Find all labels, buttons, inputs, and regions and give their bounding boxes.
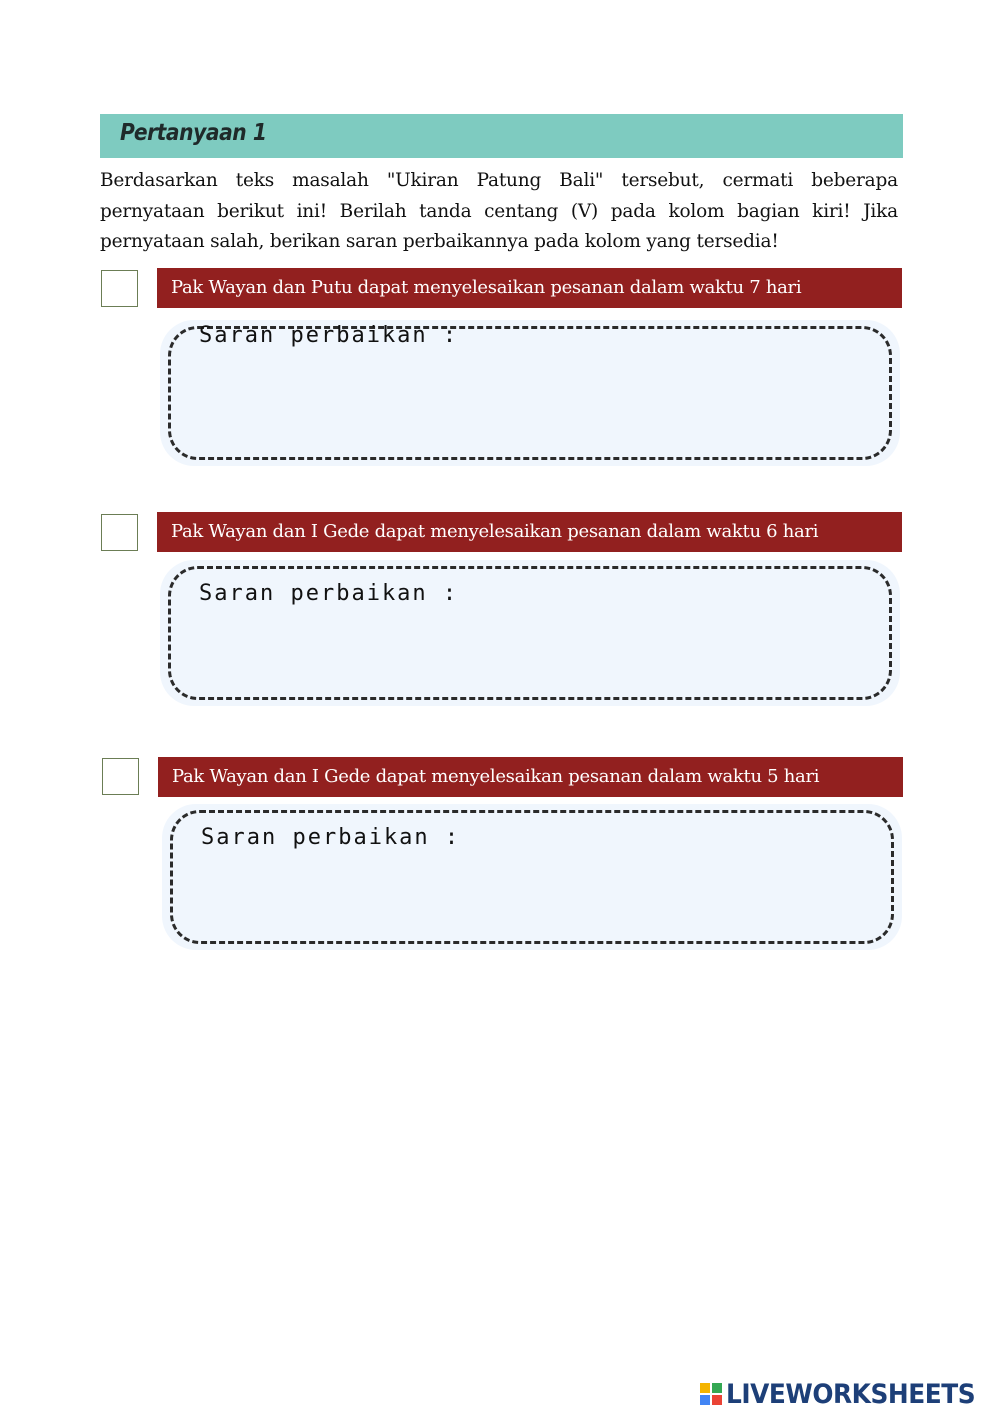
instruction-text: Berdasarkan teks masalah "Ukiran Patung Bali" tersebut, cermati beberapa pernyataan berikut ini! Berilah tanda centang (V) pada kolom bagian kiri! Jika pernyataan salah, berikan saran perbaikannya pada kolom yang tersedia!: [100, 170, 898, 252]
question-header: [100, 114, 903, 158]
answer-input-2[interactable]: [195, 611, 865, 683]
question-title: Pertanyaan 1: [120, 120, 267, 146]
statement-3: Pak Wayan dan I Gede dapat menyelesaikan pesanan dalam waktu 5 hari: [158, 757, 903, 797]
answer-box-border: [168, 323, 892, 460]
statement-1-checkbox[interactable]: [101, 270, 138, 307]
answer-input-1[interactable]: [195, 371, 865, 443]
answer-box-border: [170, 810, 894, 944]
statement-3-checkbox[interactable]: [102, 758, 139, 795]
statement-2-checkbox[interactable]: [101, 514, 138, 551]
statement-1: Pak Wayan dan Putu dapat menyelesaikan pesanan dalam waktu 7 hari: [157, 268, 902, 308]
answer-input-3[interactable]: [197, 855, 867, 927]
answer-label-3: Saran perbaikan :: [201, 825, 461, 850]
statement-2: Pak Wayan dan I Gede dapat menyelesaikan pesanan dalam waktu 6 hari: [157, 512, 902, 552]
answer-label-1: Saran perbaikan :: [199, 323, 459, 348]
liveworksheets-logo-icon: [700, 1383, 722, 1405]
answer-box-1[interactable]: [160, 320, 900, 466]
answer-box-2[interactable]: [160, 560, 900, 706]
brand-name: LIVEWORKSHEETS: [726, 1378, 976, 1410]
answer-box-border: [168, 566, 892, 700]
answer-label-2: Saran perbaikan :: [199, 581, 459, 606]
liveworksheets-brand: [700, 1378, 997, 1410]
answer-box-3[interactable]: [162, 804, 902, 950]
